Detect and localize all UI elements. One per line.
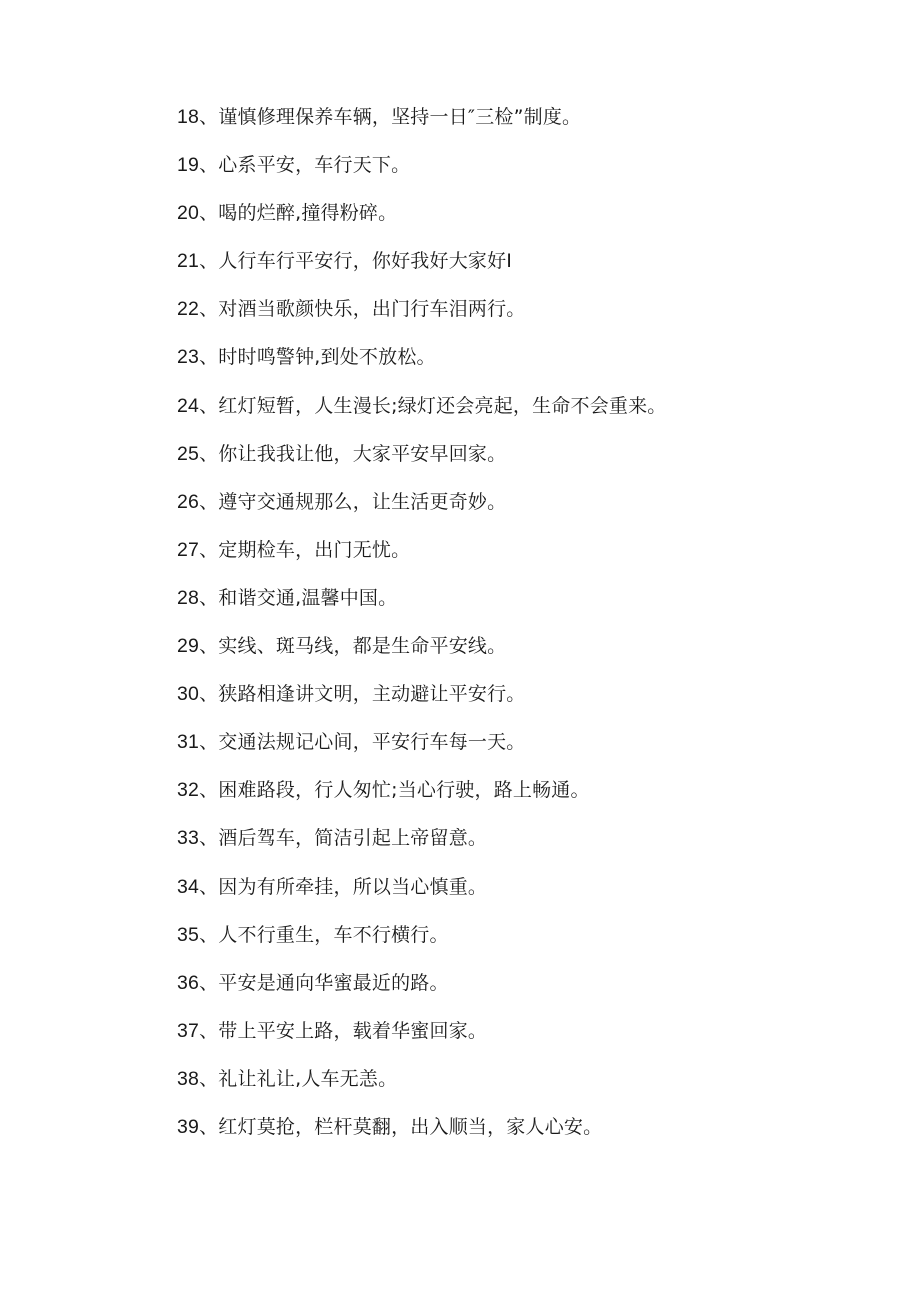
item-number: 28	[177, 586, 200, 609]
list-item	[177, 535, 667, 583]
item-number: 27	[177, 538, 200, 561]
list-item	[177, 920, 667, 968]
item-number: 36	[177, 971, 200, 994]
list-item	[177, 968, 667, 1016]
list-item	[177, 246, 667, 294]
item-text: 、谨慎修理保养车辆，坚持一日″三检”制度。	[199, 106, 582, 128]
slogan-list	[177, 102, 667, 1160]
item-text: 、心系平安，车行天下。	[199, 154, 411, 177]
item-number: 31	[177, 731, 200, 754]
item-text: 、喝的烂醉,撞得粉碎。	[199, 202, 398, 225]
item-text: 、交通法规记心间，平安行车每一天。	[199, 731, 526, 754]
item-number: 18	[177, 106, 200, 128]
list-item	[177, 439, 667, 487]
item-number: 24	[177, 394, 200, 417]
list-item	[177, 775, 667, 823]
item-text: 、时时鸣警钟,到处不放松。	[199, 346, 436, 369]
item-number: 21	[177, 250, 200, 273]
item-text: 、困难路段，行人匆忙;当心行驶，路上畅通。	[199, 779, 590, 802]
item-text: 、礼让礼让,人车无恙。	[199, 1067, 398, 1090]
list-item	[177, 631, 667, 679]
item-number: 22	[177, 298, 200, 321]
list-item	[177, 1016, 667, 1064]
item-number: 35	[177, 923, 200, 946]
item-number: 30	[177, 683, 200, 706]
list-item	[177, 102, 667, 150]
item-text: 、狭路相逢讲文明，主动避让平安行。	[199, 683, 526, 706]
item-text: 、你让我我让他，大家平安早回家。	[199, 442, 507, 465]
item-number: 25	[177, 442, 200, 465]
item-number: 29	[177, 635, 200, 658]
item-number: 23	[177, 346, 200, 369]
item-text: 、平安是通向华蜜最近的路。	[199, 971, 449, 994]
item-number: 20	[177, 202, 200, 225]
list-item	[177, 342, 667, 390]
list-item	[177, 727, 667, 775]
list-item	[177, 823, 667, 871]
list-item	[177, 1064, 667, 1112]
item-text: 、实线、斑马线，都是生命平安线。	[199, 635, 507, 658]
list-item	[177, 150, 667, 198]
list-item	[177, 391, 667, 439]
item-text: 、因为有所牵挂，所以当心慎重。	[199, 875, 488, 898]
item-text: 、人不行重生，车不行横行。	[199, 923, 449, 946]
item-text: 、带上平安上路，载着华蜜回家。	[199, 1019, 488, 1042]
list-item	[177, 294, 667, 342]
list-item	[177, 679, 667, 727]
list-item	[177, 1112, 667, 1160]
item-number: 39	[177, 1115, 200, 1138]
item-text: 、人行车行平安行，你好我好大家好I	[199, 250, 513, 273]
item-number: 37	[177, 1019, 200, 1042]
item-number: 32	[177, 779, 200, 802]
list-item	[177, 487, 667, 535]
item-text: 、定期检车，出门无忧。	[199, 538, 411, 561]
item-text: 、酒后驾车，简洁引起上帝留意。	[199, 827, 488, 850]
item-number: 33	[177, 827, 200, 850]
item-text: 、红灯莫抢，栏杆莫翻，出入顺当，家人心安。	[199, 1115, 603, 1138]
list-item	[177, 872, 667, 920]
list-item	[177, 198, 667, 246]
item-text: 、遵守交通规那么，让生活更奇妙。	[199, 490, 507, 513]
item-number: 34	[177, 875, 200, 898]
item-text: 、红灯短暂，人生漫长;绿灯还会亮起，生命不会重来。	[199, 394, 667, 417]
item-number: 26	[177, 490, 200, 513]
item-number: 19	[177, 154, 200, 177]
item-text: 、对酒当歌颜快乐，出门行车泪两行。	[199, 298, 526, 321]
item-text: 、和谐交通,温馨中国。	[199, 586, 398, 609]
item-number: 38	[177, 1067, 200, 1090]
list-item	[177, 583, 667, 631]
